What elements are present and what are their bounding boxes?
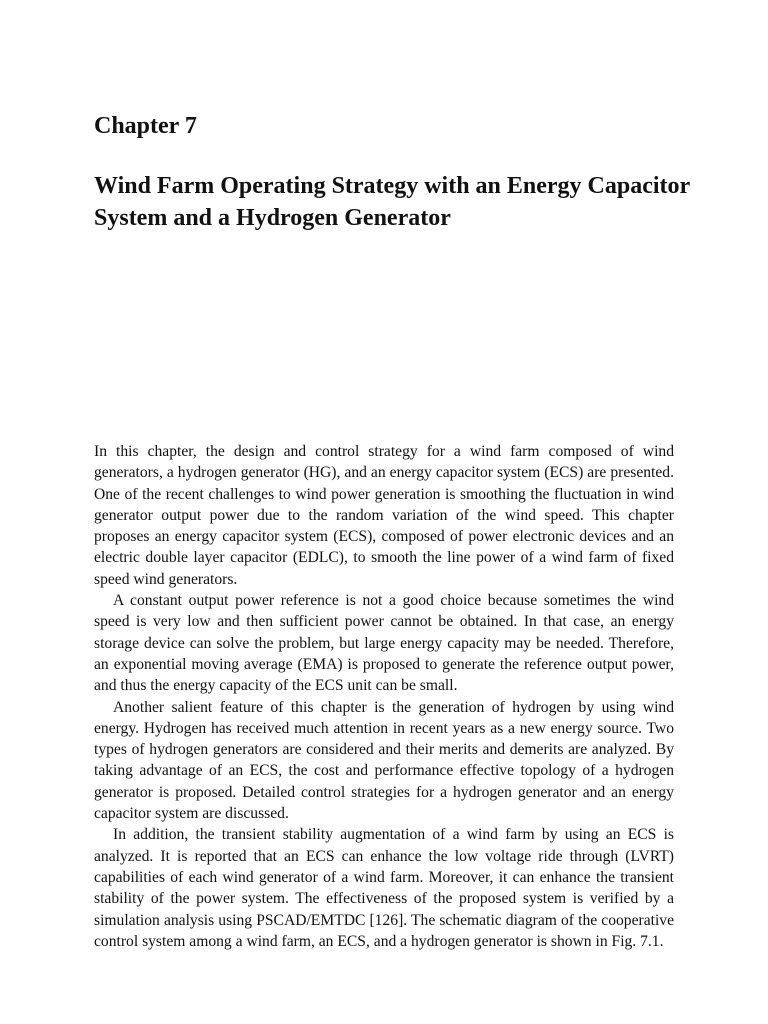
chapter-title: Wind Farm Operating Strategy with an Energy Capacitor System and a Hydrogen Generator [94, 173, 690, 231]
paragraph-hydrogen: Another salient feature of this chapter is the generation of hydrogen by using wind energy. Hydrogen has received much attention in recent years as a new energy source. Two types of hydrogen generators are considered and their merits and demerits are analyzed. By taking advantage of an ECS, the cost and performance effective topology of a hydrogen generator is proposed. Detailed control strategies for a hydrogen generator and an energy capacitor system are discussed. [94, 698, 674, 823]
chapter-number: Chapter 7 [94, 113, 197, 139]
paragraph-intro: In this chapter, the design and control strategy for a wind farm composed of wind generators, a hydrogen generator (HG), and an energy capacitor system (ECS) are presented. One of the recent challenges to wind power generation is smoothing the fluctuation in wind generator output power due to the random variation of the wind speed. This chapter proposes an energy capacitor system (ECS), composed of power electronic devices and an electric double layer capacitor (EDLC), to smooth the line power of a wind farm of fixed speed wind generators. [94, 443, 674, 588]
paragraph-transient-stability: In addition, the transient stability augmentation of a wind farm by using an ECS is analyzed. It is reported that an ECS can enhance the low voltage ride through (LVRT) capabilities of each wind generator of a wind farm. Moreover, it can enhance the transient stability of the power system. The effectiveness of the proposed system is verified by a simulation analysis using PSCAD/EMTDC [126]. The schematic diagram of the cooperative control system among a wind farm, an ECS, and a hydrogen generator is shown in Fig. 7.1. [94, 826, 674, 950]
paragraph-output-reference: A constant output power reference is not a good choice because sometimes the wind speed is very low and then sufficient power cannot be obtained. In that case, an energy storage device can solve the problem, but large energy capacity may be needed. Therefore, an exponential moving average (EMA) is proposed to generate the reference output power, and thus the energy capacity of the ECS unit can be small. [94, 592, 674, 695]
chapter-body [94, 441, 674, 952]
